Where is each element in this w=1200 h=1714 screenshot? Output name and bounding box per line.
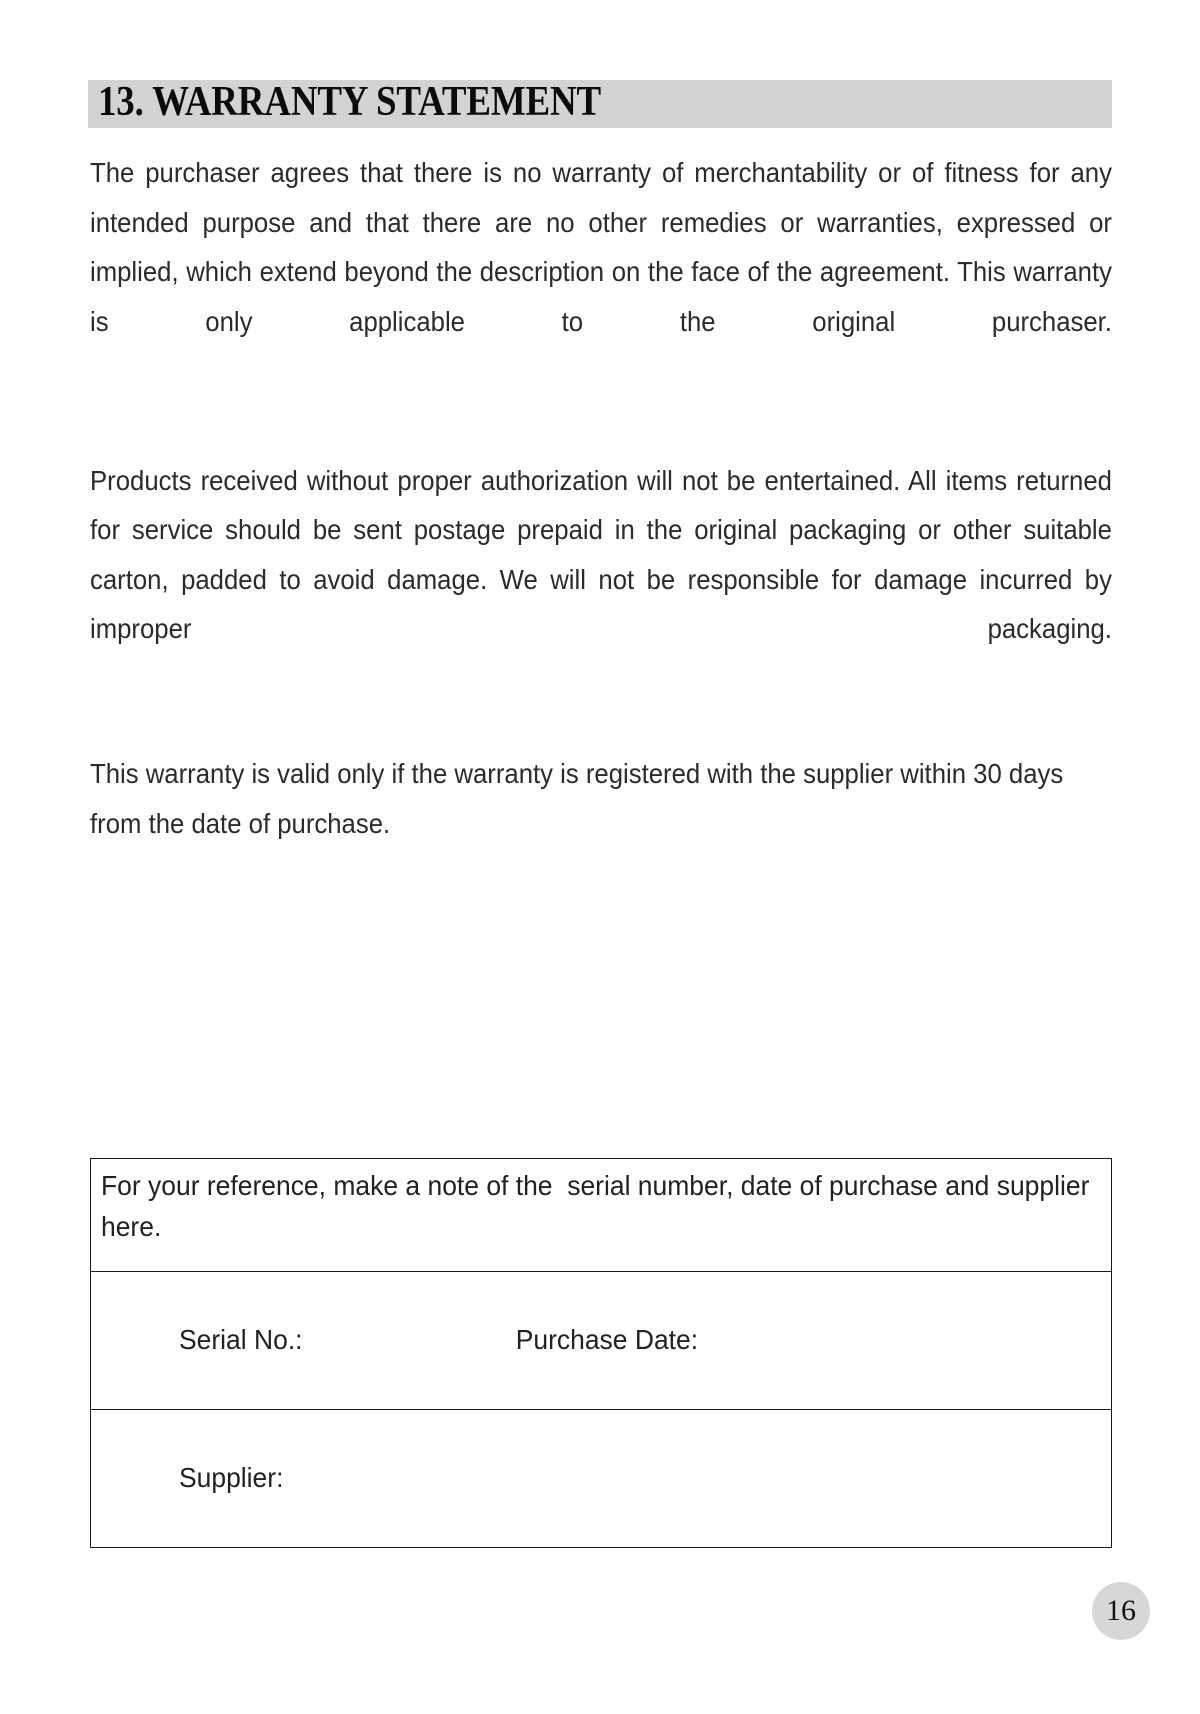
- supplier-label: Supplier:: [178, 1462, 284, 1493]
- page-number-badge: [1092, 1582, 1150, 1640]
- paragraph-spacer-1: [90, 396, 1112, 456]
- body-content: [90, 148, 1112, 848]
- serial-and-purchase-date-cell[interactable]: [91, 1272, 1112, 1410]
- paragraph-spacer-2: [90, 703, 1112, 749]
- serial-and-purchase-date-label: Serial No.: Purchase Date:: [178, 1324, 698, 1355]
- supplier-cell[interactable]: [91, 1410, 1112, 1548]
- section-heading-title: 13. WARRANTY STATEMENT: [98, 79, 602, 125]
- table-row: [91, 1410, 1112, 1548]
- reference-record-table: [90, 1158, 1112, 1548]
- table-row-note: [91, 1159, 1112, 1272]
- reference-note-cell: [91, 1159, 1112, 1272]
- paragraph-registration-validity: This warranty is valid only if the warranty is registered with the supplier within 30 days from the date of purchase.: [90, 758, 1064, 839]
- table-row: [91, 1272, 1112, 1410]
- reference-note-text: For your reference, make a note of the serial number, date of purchase and supplier here.: [101, 1170, 1097, 1242]
- paragraph-returns-authorization: Products received without proper authorization will not be entertained. All items returned for service should be sent postage prepaid in the original packaging or other suitable carton, padded to avoid damage. We will not be responsible for damage incurred by improper packaging.: [90, 464, 1112, 644]
- paragraph-warranty-disclaimer: The purchaser agrees that there is no warranty of merchantability or of fitness for any intended purpose and that there are no other remedies or warranties, expressed or implied, which extend beyond the description on the face of the agreement. This warranty is only applicable to the original purchaser.: [90, 157, 1112, 337]
- page-number-text: 16: [1106, 1594, 1136, 1627]
